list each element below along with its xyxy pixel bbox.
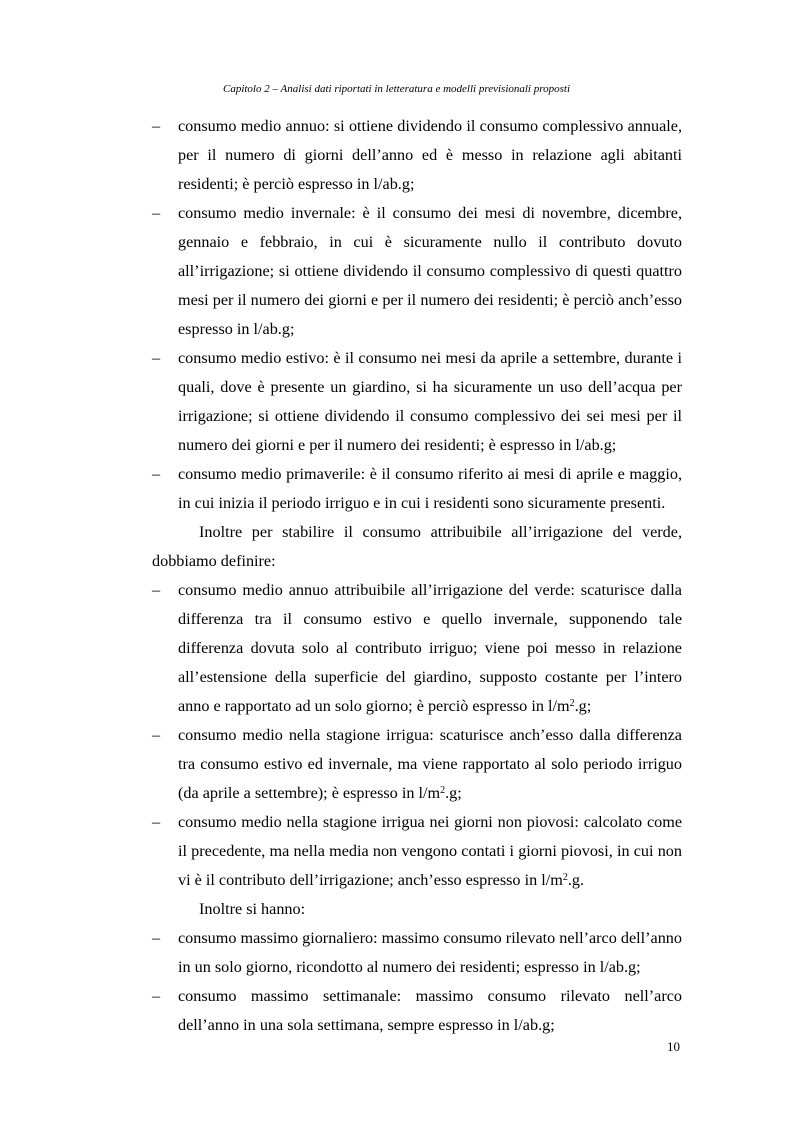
page-number: 10 — [667, 1039, 680, 1054]
dash-bullet: – — [152, 204, 161, 222]
list-item-text: consumo massimo settimanale: massimo consumo rilevato nell’arco dell’anno in una sola settimana, sempre espresso in l/ab.g; — [178, 987, 682, 1034]
running-header: Capitolo 2 – Analisi dati riportati in letteratura e modelli previsionali proposti — [222, 83, 570, 95]
dash-bullet: – — [152, 813, 161, 831]
list-item-unit-tail: .g; — [445, 784, 462, 802]
dash-bullet: – — [152, 987, 161, 1005]
dash-bullet: – — [152, 349, 161, 367]
list-item-consumo-giorni-non-piovosi — [152, 808, 682, 895]
list-item-text: consumo medio primaverile: è il consumo riferito ai mesi di aprile e maggio, in cui inizia il periodo irriguo e in cui i residenti sono sicuramente presenti. — [178, 465, 682, 512]
list-item-text: consumo medio nella stagione irrigua: scaturisce anch’esso dalla differenza tra consumo estivo ed invernale, ma viene rapportato al solo periodo irriguo (da aprile a settembre); è espresso in l/m — [178, 726, 682, 802]
list-item-consumo-medio-primaverile — [152, 460, 682, 518]
page-body — [152, 112, 682, 1040]
list-item-text: consumo medio invernale: è il consumo dei mesi di novembre, dicembre, gennaio e febbraio, in cui è sicuramente nullo il contributo dovuto all’irrigazione; si ottiene dividendo il consumo complessivo di questi quattro mesi per il numero dei giorni e per il numero dei residenti; è perciò anch’esso espresso in l/ab.g; — [178, 204, 682, 338]
list-item-consumo-annuo-irrigazione — [152, 576, 682, 721]
list-item-text: consumo medio annuo attribuibile all’irrigazione del verde: scaturisce dalla differenza tra il consumo estivo e quello invernale, supponendo tale differenza dovuta solo al contributo irriguo; viene poi messo in relazione all’estensione della superficie del giardino, supposto costante per l’intero anno e rapportato ad un solo giorno; è perciò espresso in l/m — [178, 581, 682, 715]
dash-bullet: – — [152, 465, 161, 483]
list-item-consumo-stagione-irrigua — [152, 721, 682, 808]
list-item-text: consumo medio estivo: è il consumo nei mesi da aprile a settembre, durante i quali, dove è presente un giardino, si ha sicuramente un uso dell’acqua per irrigazione; si ottiene dividendo il consumo complessivo dei sei mesi per il numero dei giorni e per il numero dei residenti; è espresso in l/ab.g; — [178, 349, 682, 454]
list-item-consumo-massimo-settimanale — [152, 982, 682, 1040]
list-item-unit-tail: .g. — [567, 871, 584, 889]
dash-bullet: – — [152, 117, 161, 135]
list-item-consumo-medio-estivo — [152, 344, 682, 460]
list-item-consumo-medio-invernale — [152, 199, 682, 344]
list-item-consumo-medio-annuo — [152, 112, 682, 199]
dash-bullet: – — [152, 929, 161, 947]
list-item-unit-tail: .g; — [574, 697, 592, 715]
superscript-2: 2 — [562, 872, 568, 883]
paragraph-inoltre-si-hanno: Inoltre si hanno: — [199, 900, 306, 918]
superscript-2: 2 — [440, 785, 446, 796]
list-item-text: consumo massimo giornaliero: massimo consumo rilevato nell’arco dell’anno in un solo giorno, ricondotto al numero dei residenti; espresso in l/ab.g; — [178, 929, 682, 976]
dash-bullet: – — [152, 726, 161, 744]
list-item-text: consumo medio nella stagione irrigua nei giorni non piovosi: calcolato come il precedente, ma nella media non vengono contati i giorni piovosi, in cui non vi è il contributo dell’irrigazione; anch’esso espresso in l/m — [178, 813, 682, 889]
dash-bullet: – — [152, 581, 161, 599]
list-item-consumo-massimo-giornaliero — [152, 924, 682, 982]
list-item-text: consumo medio annuo: si ottiene dividendo il consumo complessivo annuale, per il numero di giorni dell’anno ed è messo in relazione agli abitanti residenti; è perciò espresso in l/ab.g; — [178, 117, 682, 193]
paragraph-irrigazione-intro: Inoltre per stabilire il consumo attribuibile all’irrigazione del verde, dobbiamo definire: — [152, 523, 682, 570]
superscript-2: 2 — [569, 698, 575, 709]
